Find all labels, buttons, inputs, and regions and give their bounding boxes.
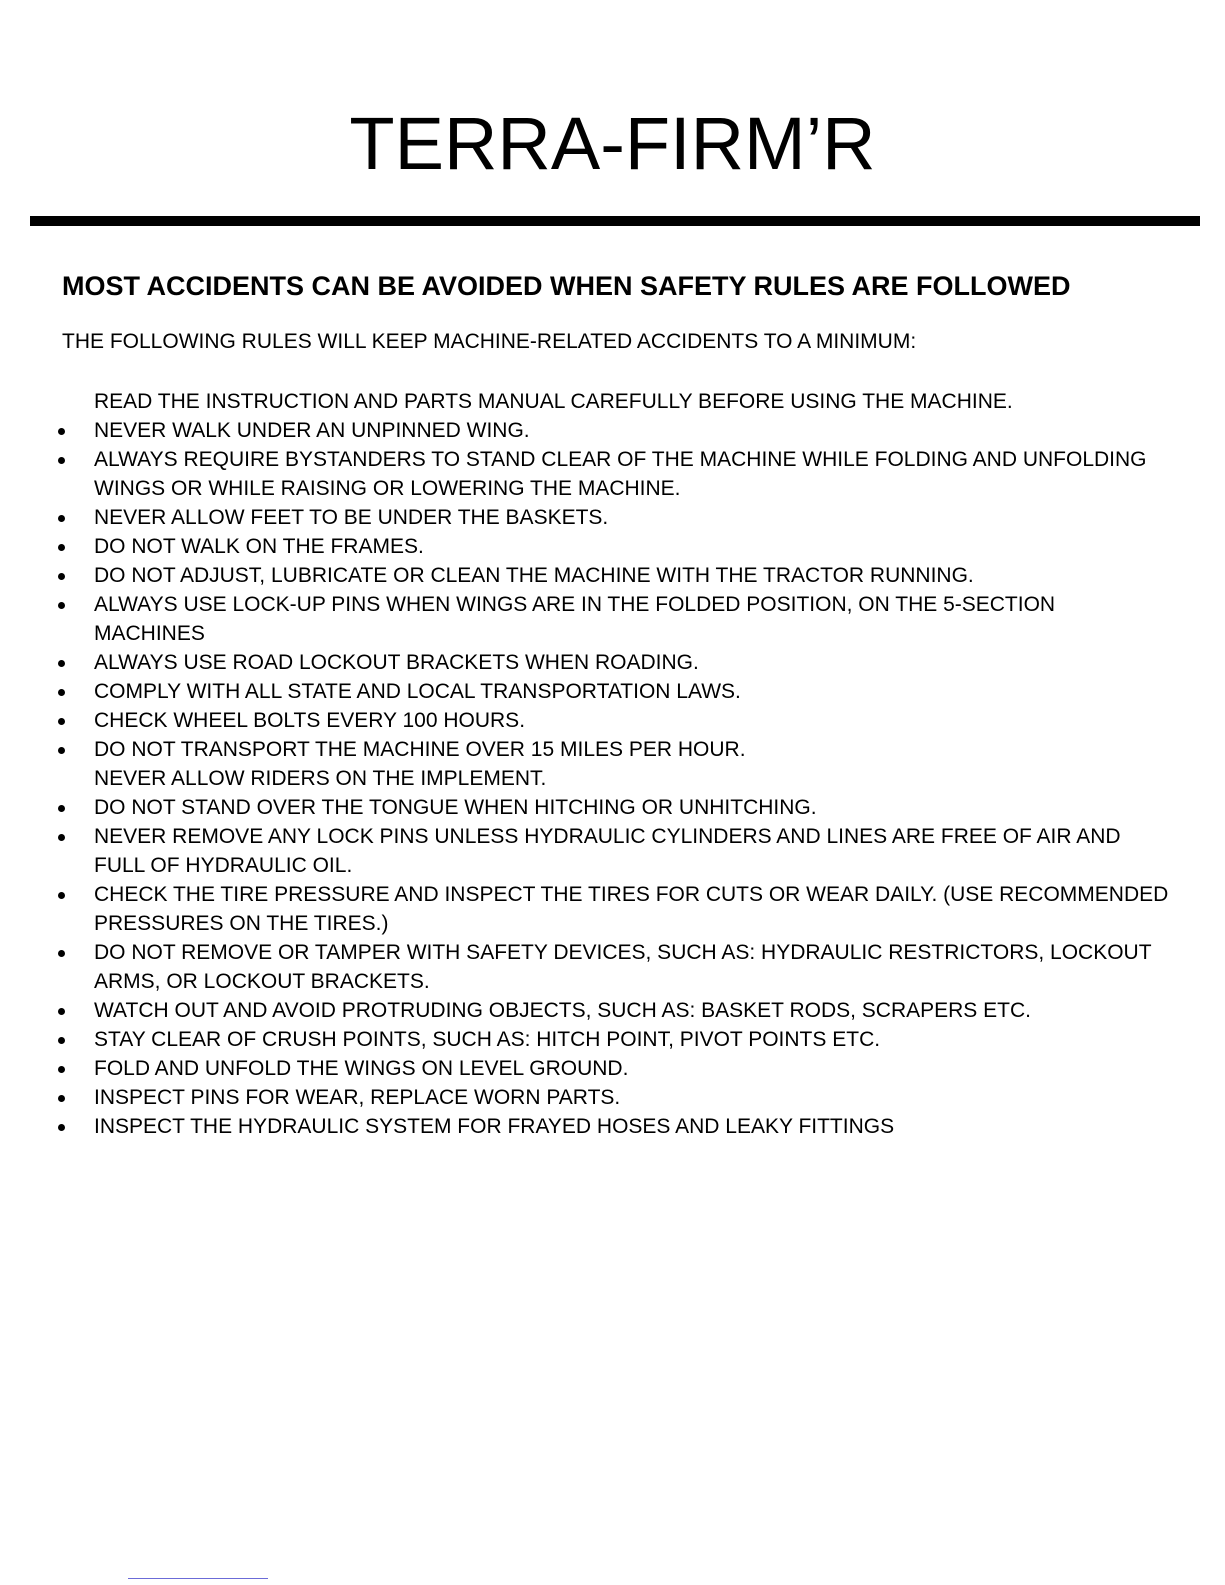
document-title: TERRA-FIRM’R [349, 102, 876, 185]
rule-text: FOLD AND UNFOLD THE WINGS ON LEVEL GROUND. [94, 1057, 629, 1080]
rule-text: DO NOT TRANSPORT THE MACHINE OVER 15 MILES PER HOUR. [94, 738, 746, 761]
safety-rules-list [0, 387, 1225, 1141]
title-divider [30, 216, 1200, 226]
rule-item [0, 1112, 1225, 1141]
rule-text: ALWAYS REQUIRE BYSTANDERS TO STAND CLEAR OF THE MACHINE WHILE FOLDING AND UNFOLDING WINGS OR WHILE RAISING OR LOWERING THE MACHINE. [94, 448, 1147, 500]
bullet-icon [58, 805, 65, 812]
bullet-icon [58, 1124, 65, 1131]
bullet-icon [58, 1008, 65, 1015]
safety-heading: MOST ACCIDENTS CAN BE AVOIDED WHEN SAFETY RULES ARE FOLLOWED [62, 271, 1071, 301]
rule-text: INSPECT PINS FOR WEAR, REPLACE WORN PARTS. [94, 1086, 621, 1109]
rule-text: NEVER WALK UNDER AN UNPINNED WING. [94, 419, 530, 442]
rule-item [0, 532, 1225, 561]
rule-item [0, 590, 1225, 648]
rule-item [0, 1054, 1225, 1083]
bullet-icon [58, 602, 65, 609]
rule-text: READ THE INSTRUCTION AND PARTS MANUAL CAREFULLY BEFORE USING THE MACHINE. [94, 390, 1013, 413]
bullet-icon [58, 660, 65, 667]
rule-text: DO NOT REMOVE OR TAMPER WITH SAFETY DEVICES, SUCH AS: HYDRAULIC RESTRICTORS, LOCKOUT ARMS, OR LOCKOUT BRACKETS. [94, 941, 1152, 993]
rule-text: CHECK WHEEL BOLTS EVERY 100 HOURS. [94, 709, 526, 732]
bullet-icon [58, 1037, 65, 1044]
rule-item [0, 880, 1225, 938]
bullet-icon [58, 689, 65, 696]
bullet-icon [58, 573, 65, 580]
safety-intro: THE FOLLOWING RULES WILL KEEP MACHINE-RELATED ACCIDENTS TO A MINIMUM: [62, 330, 917, 353]
bullet-icon [58, 544, 65, 551]
rule-text: CHECK THE TIRE PRESSURE AND INSPECT THE TIRES FOR CUTS OR WEAR DAILY. (USE RECOMMENDED PRESSURES ON THE TIRES.) [94, 883, 1169, 935]
bullet-icon [58, 950, 65, 957]
rule-text: NEVER ALLOW RIDERS ON THE IMPLEMENT. [94, 767, 547, 790]
rule-item [0, 1083, 1225, 1112]
rule-text: DO NOT STAND OVER THE TONGUE WHEN HITCHING OR UNHITCHING. [94, 796, 817, 819]
rule-item [0, 822, 1225, 880]
rule-item [0, 996, 1225, 1025]
bullet-icon [58, 892, 65, 899]
bullet-icon [58, 1095, 65, 1102]
rule-item [0, 677, 1225, 706]
rule-item [0, 764, 1225, 793]
rule-item [0, 503, 1225, 532]
rule-text: ALWAYS USE LOCK-UP PINS WHEN WINGS ARE IN THE FOLDED POSITION, ON THE 5-SECTION MACHINES [94, 593, 1056, 645]
bullet-icon [58, 515, 65, 522]
bullet-icon [58, 428, 65, 435]
rule-text: DO NOT ADJUST, LUBRICATE OR CLEAN THE MACHINE WITH THE TRACTOR RUNNING. [94, 564, 974, 587]
bullet-icon [58, 834, 65, 841]
rule-item [0, 735, 1225, 764]
footer-divider [128, 1578, 268, 1579]
rule-text: COMPLY WITH ALL STATE AND LOCAL TRANSPORTATION LAWS. [94, 680, 741, 703]
rule-item [0, 793, 1225, 822]
rule-text: NEVER ALLOW FEET TO BE UNDER THE BASKETS. [94, 506, 609, 529]
bullet-icon [58, 718, 65, 725]
bullet-icon [58, 457, 65, 464]
rule-text: ALWAYS USE ROAD LOCKOUT BRACKETS WHEN ROADING. [94, 651, 699, 674]
rule-item [0, 387, 1225, 416]
rule-text: NEVER REMOVE ANY LOCK PINS UNLESS HYDRAULIC CYLINDERS AND LINES ARE FREE OF AIR AND FULL OF HYDRAULIC OIL. [94, 825, 1121, 877]
rule-item [0, 1025, 1225, 1054]
rule-text: WATCH OUT AND AVOID PROTRUDING OBJECTS, SUCH AS: BASKET RODS, SCRAPERS ETC. [94, 999, 1031, 1022]
rule-text: STAY CLEAR OF CRUSH POINTS, SUCH AS: HITCH POINT, PIVOT POINTS ETC. [94, 1028, 881, 1051]
bullet-icon [58, 1066, 65, 1073]
rule-item [0, 706, 1225, 735]
rule-item [0, 416, 1225, 445]
rule-text: INSPECT THE HYDRAULIC SYSTEM FOR FRAYED HOSES AND LEAKY FITTINGS [94, 1115, 895, 1138]
rule-item [0, 445, 1225, 503]
rule-item [0, 648, 1225, 677]
rule-item [0, 938, 1225, 996]
rule-item [0, 561, 1225, 590]
rule-text: DO NOT WALK ON THE FRAMES. [94, 535, 424, 558]
bullet-icon [58, 747, 65, 754]
